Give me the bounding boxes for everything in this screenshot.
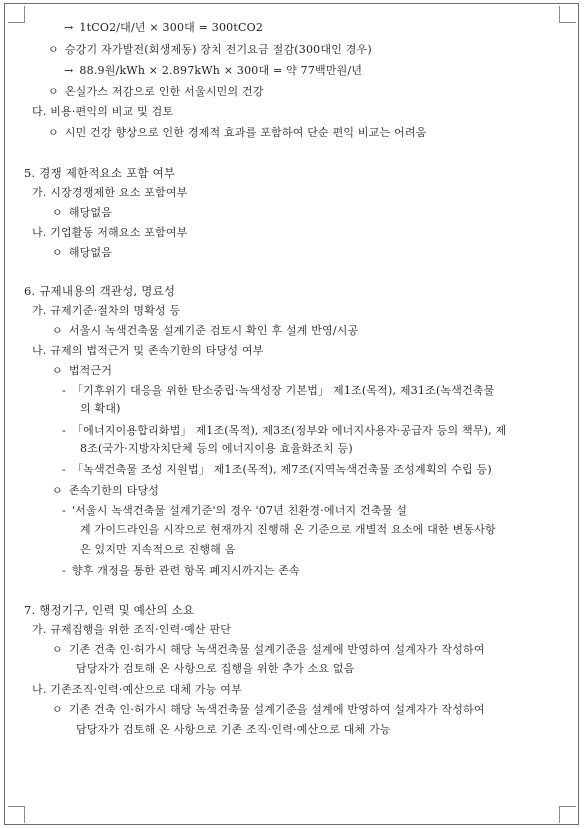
bullet-line: ㅇ 존속기한의 타당성 <box>52 484 160 497</box>
dash-line: - 향후 개정을 통한 관련 항목 폐지시까지는 존속 <box>62 564 300 577</box>
subsection-heading: 가. 규제집행을 위한 조직·인력·예산 판단 <box>32 623 232 636</box>
continuation-line: 8조(국가·지방자치단체 등의 에너지이용 효율화조치 등) <box>80 442 353 455</box>
bullet-line: ㅇ 기존 건축 인·허가시 해당 녹색건축물 설계기준을 설계에 반영하여 설계자가 작성하여 <box>52 643 485 656</box>
bullet-line: ㅇ 서울시 녹색건축물 설계기준 검토시 확인 후 설계 반영/시공 <box>52 324 359 337</box>
subsection-heading: 나. 기존조직·인력·예산으로 대체 가능 여부 <box>32 683 242 696</box>
bullet-line: ㅇ 법적근거 <box>52 364 113 377</box>
page-corner-mark <box>8 806 25 823</box>
continuation-line: 담당자가 검토해 온 사항으로 기존 조직·인력·예산으로 대체 가능 <box>76 723 391 736</box>
dash-line: - '서울시 녹색건축물 설계기준'의 경우 '07년 친환경·에너지 건축물 설 <box>62 504 408 517</box>
subsection-heading: 나. 기업활동 저해요소 포함여부 <box>32 226 188 239</box>
continuation-line: 담당자가 검토해 온 사항으로 집행을 위한 추가 소요 없음 <box>76 662 355 675</box>
section-heading: 5. 경쟁 제한적요소 포함 여부 <box>24 166 176 180</box>
dash-line: - 「녹색건축물 조성 지원법」 제1조(목적), 제7조(지역녹색건축물 조성계획의 수립 등) <box>62 463 492 476</box>
continuation-line: 계 가이드라인을 시작으로 현재까지 진행해 온 기준으로 개별적 요소에 대한 변동사항 <box>80 523 496 536</box>
subsection-heading: 가. 시장경쟁제한 요소 포함여부 <box>32 186 188 199</box>
bullet-line: ㅇ 해당없음 <box>52 246 113 259</box>
continuation-line: 은 있지만 지속적으로 진행해 옴 <box>80 543 236 556</box>
page-corner-mark <box>559 6 576 23</box>
page-corner-mark <box>559 806 576 823</box>
subsection-heading: 다. 비용·편익의 비교 및 검토 <box>32 105 174 118</box>
bullet-line: ㅇ 승강기 자가발전(회생제동) 장치 전기요금 절감(300대인 경우) <box>48 43 372 56</box>
subsection-heading: 가. 규제기준·절차의 명확성 등 <box>32 304 181 317</box>
page-corner-mark <box>8 6 25 23</box>
arrow-line: → 88.9원/kWh × 2.897kWh × 300대 = 약 77백만원/년 <box>64 64 363 77</box>
bullet-line: ㅇ 시민 건강 향상으로 인한 경제적 효과를 포함하여 단순 편익 비교는 어려움 <box>48 126 427 139</box>
section-heading: 6. 규제내용의 객관성, 명료성 <box>24 284 176 298</box>
bullet-line: ㅇ 온실가스 저감으로 인한 서울시민의 건강 <box>48 85 264 98</box>
dash-line: - 「기후위기 대응을 위한 탄소중립·녹색성장 기본법」 제1조(목적), 제31조(녹색건축물 <box>62 384 495 397</box>
bullet-line: ㅇ 해당없음 <box>52 206 113 219</box>
section-heading: 7. 행정기구, 인력 및 예산의 소요 <box>24 603 195 617</box>
arrow-line: → 1tCO2/대/년 × 300대 = 300tCO2 <box>64 21 264 34</box>
dash-line: - 「에너지이용합리화법」 제1조(목적), 제3조(정부와 에너지사용자·공급자 등의 책무), 제 <box>62 424 507 437</box>
continuation-line: 의 확대) <box>80 402 121 415</box>
subsection-heading: 나. 규제의 법적근거 및 존속기한의 타당성 여부 <box>32 344 264 357</box>
bullet-line: ㅇ 기존 건축 인·허가시 해당 녹색건축물 설계기준을 설계에 반영하여 설계자가 작성하여 <box>52 703 485 716</box>
